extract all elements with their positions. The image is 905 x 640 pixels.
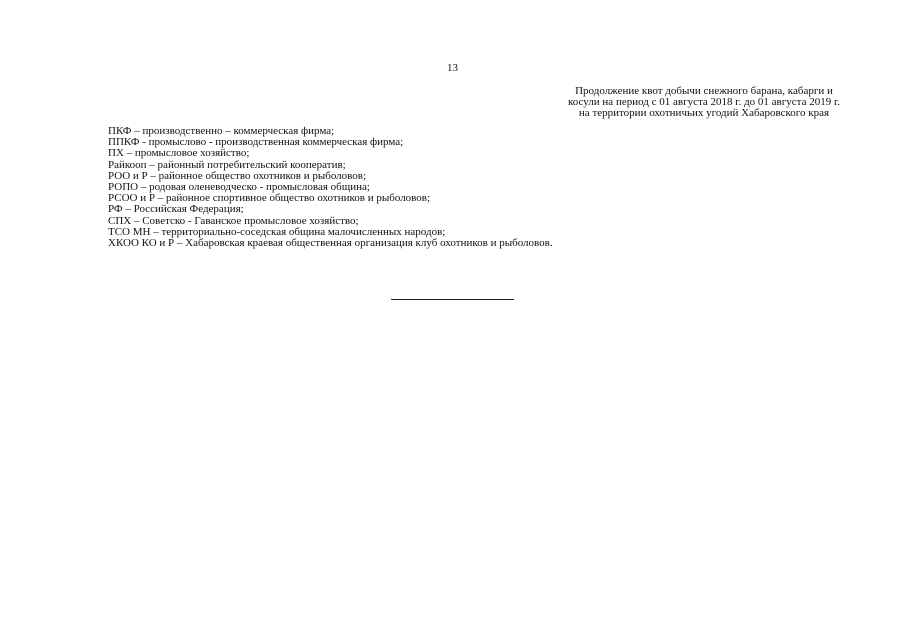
caption-line-1: Продолжение квот добычи снежного барана, кабарги и [575,85,833,97]
abbreviation-item: Райкооп – районный потребительский кооператив; [108,158,346,171]
abbreviation-item: РФ – Российская Федерация; [108,203,244,216]
caption-line-2: косули на период с 01 августа 2018 г. до 01 августа 2019 г. [567,96,840,108]
closing-divider-line [391,299,514,300]
abbreviation-item: РОО и Р – районное общество охотников и рыболовов; [108,169,367,182]
abbreviation-item: РСОО и Р – районное спортивное общество охотников и рыболовов; [108,192,431,205]
abbreviation-item: ППКФ - промыслово - производственная коммерческая фирма; [108,136,404,149]
abbreviation-item: ХКОО КО и Р – Хабаровская краевая общественная организация клуб охотников и рыболовов. [108,237,553,250]
abbreviation-item: ПХ – промысловое хозяйство; [108,147,250,160]
caption-line-3: на территории охотничьих угодий Хабаровского края [578,107,830,119]
abbreviations-list [108,126,553,249]
abbreviation-item: СПХ – Советско - Гаванское промысловое хозяйство; [108,214,359,227]
page-number: 13 [447,62,458,74]
table-continuation-caption [539,86,869,119]
abbreviation-item: ПКФ – производственно – коммерческая фирма; [108,125,335,137]
abbreviation-item: ТСО МН – территориально-соседская община малочисленных народов; [108,225,446,238]
abbreviation-item: РОПО – родовая оленеводческо - промысловая община; [108,181,370,194]
